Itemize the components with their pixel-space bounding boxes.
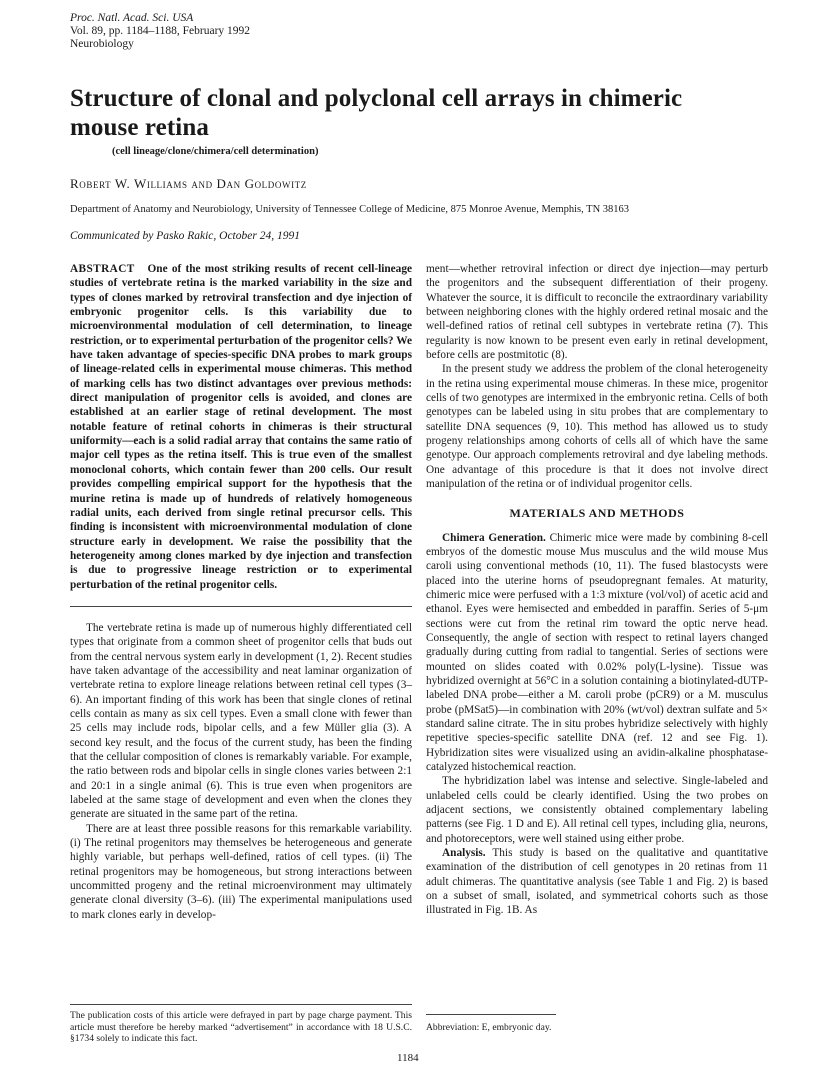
journal-name: Proc. Natl. Acad. Sci. USA [70, 12, 194, 24]
intro-paragraph-3: ment—whether retroviral infection or direct dye injection—may perturb the progenitors and the subsequent differentiation of their progeny. Whatever the source, it is difficult to reconcile the extraordinary variability between neighboring clones with the highly ordered retinal mosaic and the well-defined ratios of retinal cell subtypes in vertebrate retina (7). This regularity is now known to be present even early in retinal development, before cells are postmitotic (8). [426, 263, 768, 362]
abstract-text: One of the most striking results of recent cell-lineage studies of vertebrate retina is the marked variability in the size and types of clones marked by retroviral transfection and dye injection of embryonic progenitor cells. Is this variability due to microenvironmental modulation of cell determination, to lineage restriction, or to experimental perturbation of the progenitor cells? We have taken advantage of species-specific DNA probes to mark groups of lineage-related cells in experimental mouse chimeras. This method of marking cells has two distinct advantages over previous methods: direct manipulation of progenitor cells is avoided, and clones are established at an earlier stage of retinal development. The most notable feature of retinal cohorts in chimeras is their structural uniformity—each is a solid radial array that contains the same ratio of major cell types as the retina itself. This is true even of the smallest monoclonal cohorts, which contain fewer than 200 cells. Our result provides compelling empirical support for the hypothesis that the murine retina is made up of hundreds of relatively homogeneous radial units, each derived from single retinal precursor cells. This finding is inconsistent with microenvironmental modulation of clone structure early in development. We raise the possibility that the heterogeneity among clones marked by dye injection and transfection is due to progressive lineage restriction or to experimental perturbation of the retinal progenitor cells. [70, 263, 412, 591]
abstract-label: ABSTRACT [70, 263, 135, 275]
communicated-by: Communicated by Pasko Rakic, October 24, 1991 [70, 230, 300, 242]
chimera-text: Chimeric mice were made by combining 8-cell embryos of the domestic mouse Mus musculus and the wild mouse Mus caroli using conventional methods (10, 11). The fused blastocysts were placed into the uterine horns of pseudopregnant females. At maturity, chimeric mice were perfused with a 1:3 mixture (vol/vol) of acetic acid and ethanol. Eyes were hemisected and embedded in paraffin. Series of 5-μm sections were cut from the retinal rim toward the optic nerve head. Consequently, the angle of section with respect to retinal layers changed gradually during cutting from radial to tangential. Series of sections were mounted on slides coated with 0.02% poly(L-lysine). Tissue was hybridized overnight at 56°C in a solution containing a biotinylated-dUTP-labeled DNA probe—either a M. caroli probe (pCR9) or a M. musculus probe (pMSat5)—in combination with 20% (wt/vol) dextran sulfate and 5× standard saline citrate. The in situ probes hybridize selectively with highly repetitive species-specific satellite DNA (ref. 12 and see Fig. 1). Hybridization sites were visualized using an avidin-alkaline phosphatase-catalyzed histochemical reaction. [426, 531, 768, 773]
volume-line: Vol. 89, pp. 1184–1188, February 1992 [70, 25, 251, 37]
publication-cost-footnote: The publication costs of this article were defrayed in part by page charge payment. This article must therefore be hereby marked “advertisement” in accordance with 18 U.S.C. §1734 solely to indicate this fact. [70, 1010, 412, 1045]
abstract [70, 262, 412, 592]
analysis-runin-heading: Analysis. [442, 847, 486, 860]
section-heading-methods: MATERIALS AND METHODS [509, 505, 685, 520]
methods-analysis-paragraph [426, 846, 768, 918]
abbreviation-footnote: Abbreviation: E, embryonic day. [426, 1022, 552, 1033]
page-number: 1184 [397, 1052, 419, 1064]
affiliation: Department of Anatomy and Neurobiology, University of Tennessee College of Medicine, 875 Monroe Avenue, Memphis, TN 38163 [70, 204, 630, 215]
intro-paragraph-4: In the present study we address the problem of the clonal heterogeneity in the retina using experimental mouse chimeras. In these mice, progenitor cells of two genotypes are intermixed in the embryonic retina. Cells of both genotypes can be labeled using in situ probes that are complementary to satellite DNA sequences (9, 10). This method has allowed us to study progeny relationships among cohorts of cells all of which have the same genotype. Our approach complements retroviral and dye labeling methods. One advantage of this procedure is that it does not involve direct manipulation of the retina or of individual progenitor cells. [426, 363, 768, 491]
journal-section: Neurobiology [70, 38, 134, 50]
methods-chimera-paragraph [426, 531, 768, 775]
analysis-text: This study is based on the qualitative and quantitative examination of the distribution of cell genotypes in 20 retinas from 11 adult chimeras. The quantitative analysis (see Table 1 and Fig. 2) is based on a subset of small, isolated, and symmetrical cohorts such as those illustrated in Fig. 1B. As [426, 847, 769, 917]
authors: Robert W. Williams and Dan Goldowitz [70, 176, 307, 191]
intro-paragraph-1: The vertebrate retina is made up of numerous highly differentiated cell types that originate from a common sheet of progenitor cells that buds out from the central nervous system early in development (1, 2). Recent studies have taken advantage of the accessibility and neat laminar organization of vertebrate retina to explore lineage relations between retinal cell types (3–6). An important finding of this work has been that single clones of retinal cells contain as many as six cell types. Even a small clone with fewer than 25 cells may include rods, bipolar cells, and a few Müller glia (3). A second key result, and the focus of the current study, has been the finding that the cellular composition of clones is remarkably variable. For example, the ratio between rods and bipolar cells in single clones varies between 2:1 and 20:1 in a single animal (6). This is true even when progenitors are labeled at the same stage of development and even when the clones they generate are situated in the same part of the retina. [70, 621, 412, 821]
article-title: Structure of clonal and polyclonal cell arrays in chimeric mouse retina [70, 85, 683, 141]
journal-header [70, 12, 250, 51]
methods-hybridization-paragraph: The hybridization label was intense and selective. Single-labeled and unlabeled cells could be clearly identified. Using the two probes on adjacent sections, we consistently obtained complementary labeling patterns (see Fig. 1 D and E). All retinal cell types, including glia, neurons, and photoreceptors, were well stained using either probe. [426, 775, 768, 845]
keywords: (cell lineage/clone/chimera/cell determination) [112, 146, 319, 157]
abstract-divider [70, 606, 412, 607]
right-column [426, 262, 768, 918]
left-column [70, 262, 412, 922]
abbreviation-divider [426, 1014, 556, 1015]
chimera-runin-heading: Chimera Generation. [442, 531, 546, 544]
footnote-divider [70, 1004, 412, 1005]
intro-paragraph-2: There are at least three possible reasons for this remarkable variability. (i) The retinal progenitors may themselves be heterogeneous and generate highly variable, but perhaps well-defined, ratios of cell types. (ii) The retinal progenitors may be homogeneous, but strong interactions between uncommitted progeny and the retinal microenvironment may ultimately generate clonal diversity (3–6). (iii) The experimental manipulations used to mark clones early in develop- [70, 822, 412, 921]
